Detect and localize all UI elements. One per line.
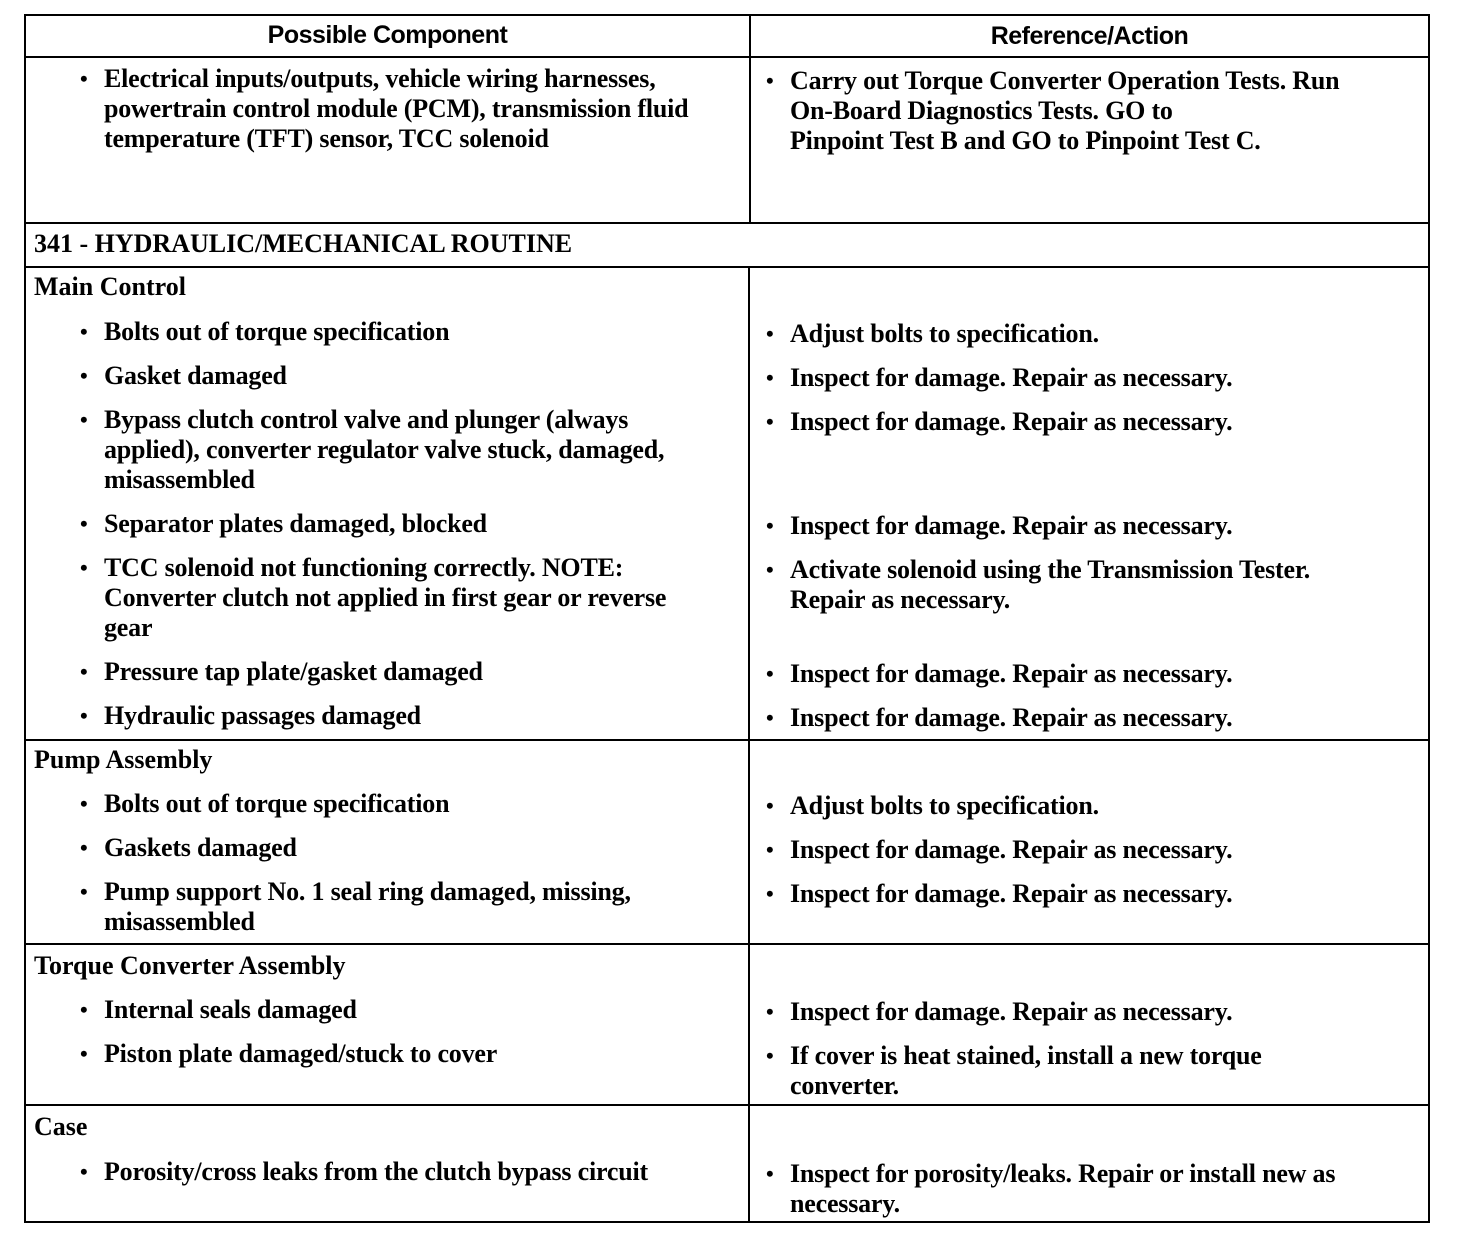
routine-bottom-border — [24, 266, 1430, 268]
action-bullet: • — [766, 513, 774, 538]
component-text: misassembled — [104, 907, 255, 936]
component-bullet: • — [80, 791, 88, 816]
intro-action-line: Pinpoint Test B and GO to Pinpoint Test C. — [790, 126, 1261, 155]
table-bottom-border — [24, 1221, 1430, 1223]
component-bullet: • — [80, 997, 88, 1022]
group-title-main-control: Main Control — [34, 272, 186, 301]
action-bullet: • — [766, 837, 774, 862]
group-title-torque-converter-assembly: Torque Converter Assembly — [34, 951, 346, 980]
component-text: Bolts out of torque specification — [104, 789, 450, 818]
component-text: Bypass clutch control valve and plunger (always — [104, 405, 629, 434]
component-text: Pressure tap plate/gasket damaged — [104, 657, 483, 686]
table-right-border — [1428, 14, 1430, 1223]
table-left-border — [24, 14, 26, 1223]
action-text: Inspect for damage. Repair as necessary. — [790, 835, 1233, 864]
action-bullet: • — [766, 1043, 774, 1068]
group-title-case: Case — [34, 1112, 88, 1141]
intro-action-line: Carry out Torque Converter Operation Tests. Run — [790, 66, 1340, 95]
action-bullet: • — [766, 999, 774, 1024]
component-text: Separator plates damaged, blocked — [104, 509, 487, 538]
action-text: Adjust bolts to specification. — [790, 791, 1099, 820]
component-bullet: • — [80, 319, 88, 344]
component-text: Internal seals damaged — [104, 995, 357, 1024]
component-bullet: • — [80, 659, 88, 684]
table-top-border — [24, 14, 1430, 16]
action-text: Inspect for damage. Repair as necessary. — [790, 363, 1233, 392]
intro-component-line: powertrain control module (PCM), transmission fluid — [104, 94, 689, 123]
action-text: Inspect for damage. Repair as necessary. — [790, 997, 1233, 1026]
action-bullet: • — [766, 881, 774, 906]
component-text: Gaskets damaged — [104, 833, 297, 862]
component-bullet: • — [80, 703, 88, 728]
pump-bottom-border — [24, 943, 1430, 945]
component-bullet: • — [80, 407, 88, 432]
component-bullet: • — [80, 879, 88, 904]
component-bullet: • — [80, 363, 88, 388]
component-bullet: • — [80, 1041, 88, 1066]
intro-component-bullet: • — [80, 66, 88, 91]
action-text: Inspect for porosity/leaks. Repair or install new as — [790, 1159, 1336, 1188]
action-bullet: • — [766, 365, 774, 390]
component-text: Piston plate damaged/stuck to cover — [104, 1039, 498, 1068]
action-bullet: • — [766, 1161, 774, 1186]
column-divider-bottom — [748, 266, 750, 1223]
intro-component-line: Electrical inputs/outputs, vehicle wiring harnesses, — [104, 64, 656, 93]
main-control-bottom-border — [24, 739, 1430, 741]
action-text: Activate solenoid using the Transmission Tester. — [790, 555, 1311, 584]
action-text: If cover is heat stained, install a new torque — [790, 1041, 1262, 1070]
action-bullet: • — [766, 557, 774, 582]
component-text: TCC solenoid not functioning correctly. NOTE: — [104, 553, 624, 582]
component-text: applied), converter regulator valve stuck, damaged, — [104, 435, 665, 464]
action-text: necessary. — [790, 1189, 900, 1218]
component-bullet: • — [80, 1159, 88, 1184]
routine-title: 341 - HYDRAULIC/MECHANICAL ROUTINE — [34, 229, 573, 258]
component-text: Converter clutch not applied in first gear or reverse — [104, 583, 667, 612]
component-text: Bolts out of torque specification — [104, 317, 450, 346]
intro-action-line: On-Board Diagnostics Tests. GO to — [790, 96, 1173, 125]
header-possible-component: Possible Component — [267, 21, 508, 49]
component-text: Hydraulic passages damaged — [104, 701, 421, 730]
component-text: misassembled — [104, 465, 255, 494]
header-reference-action: Reference/Action — [990, 22, 1189, 50]
intro-bottom-border — [24, 222, 1430, 224]
header-bottom-border — [24, 56, 1430, 58]
action-text: Inspect for damage. Repair as necessary. — [790, 511, 1233, 540]
component-bullet: • — [80, 835, 88, 860]
component-text: gear — [104, 613, 153, 642]
component-text: Gasket damaged — [104, 361, 287, 390]
action-bullet: • — [766, 321, 774, 346]
action-text: Inspect for damage. Repair as necessary. — [790, 703, 1233, 732]
action-text: Inspect for damage. Repair as necessary. — [790, 879, 1233, 908]
action-text: Inspect for damage. Repair as necessary. — [790, 407, 1233, 436]
action-bullet: • — [766, 409, 774, 434]
component-bullet: • — [80, 555, 88, 580]
component-text: Pump support No. 1 seal ring damaged, missing, — [104, 877, 631, 906]
action-text: converter. — [790, 1071, 899, 1100]
intro-component-line: temperature (TFT) sensor, TCC solenoid — [104, 124, 549, 153]
group-title-pump-assembly: Pump Assembly — [34, 745, 213, 774]
action-text: Adjust bolts to specification. — [790, 319, 1099, 348]
action-text: Inspect for damage. Repair as necessary. — [790, 659, 1233, 688]
component-bullet: • — [80, 511, 88, 536]
action-text: Repair as necessary. — [790, 585, 1011, 614]
intro-action-bullet: • — [766, 68, 774, 93]
action-bullet: • — [766, 661, 774, 686]
action-bullet: • — [766, 705, 774, 730]
converter-bottom-border — [24, 1104, 1430, 1106]
component-text: Porosity/cross leaks from the clutch bypass circuit — [104, 1157, 648, 1186]
action-bullet: • — [766, 793, 774, 818]
